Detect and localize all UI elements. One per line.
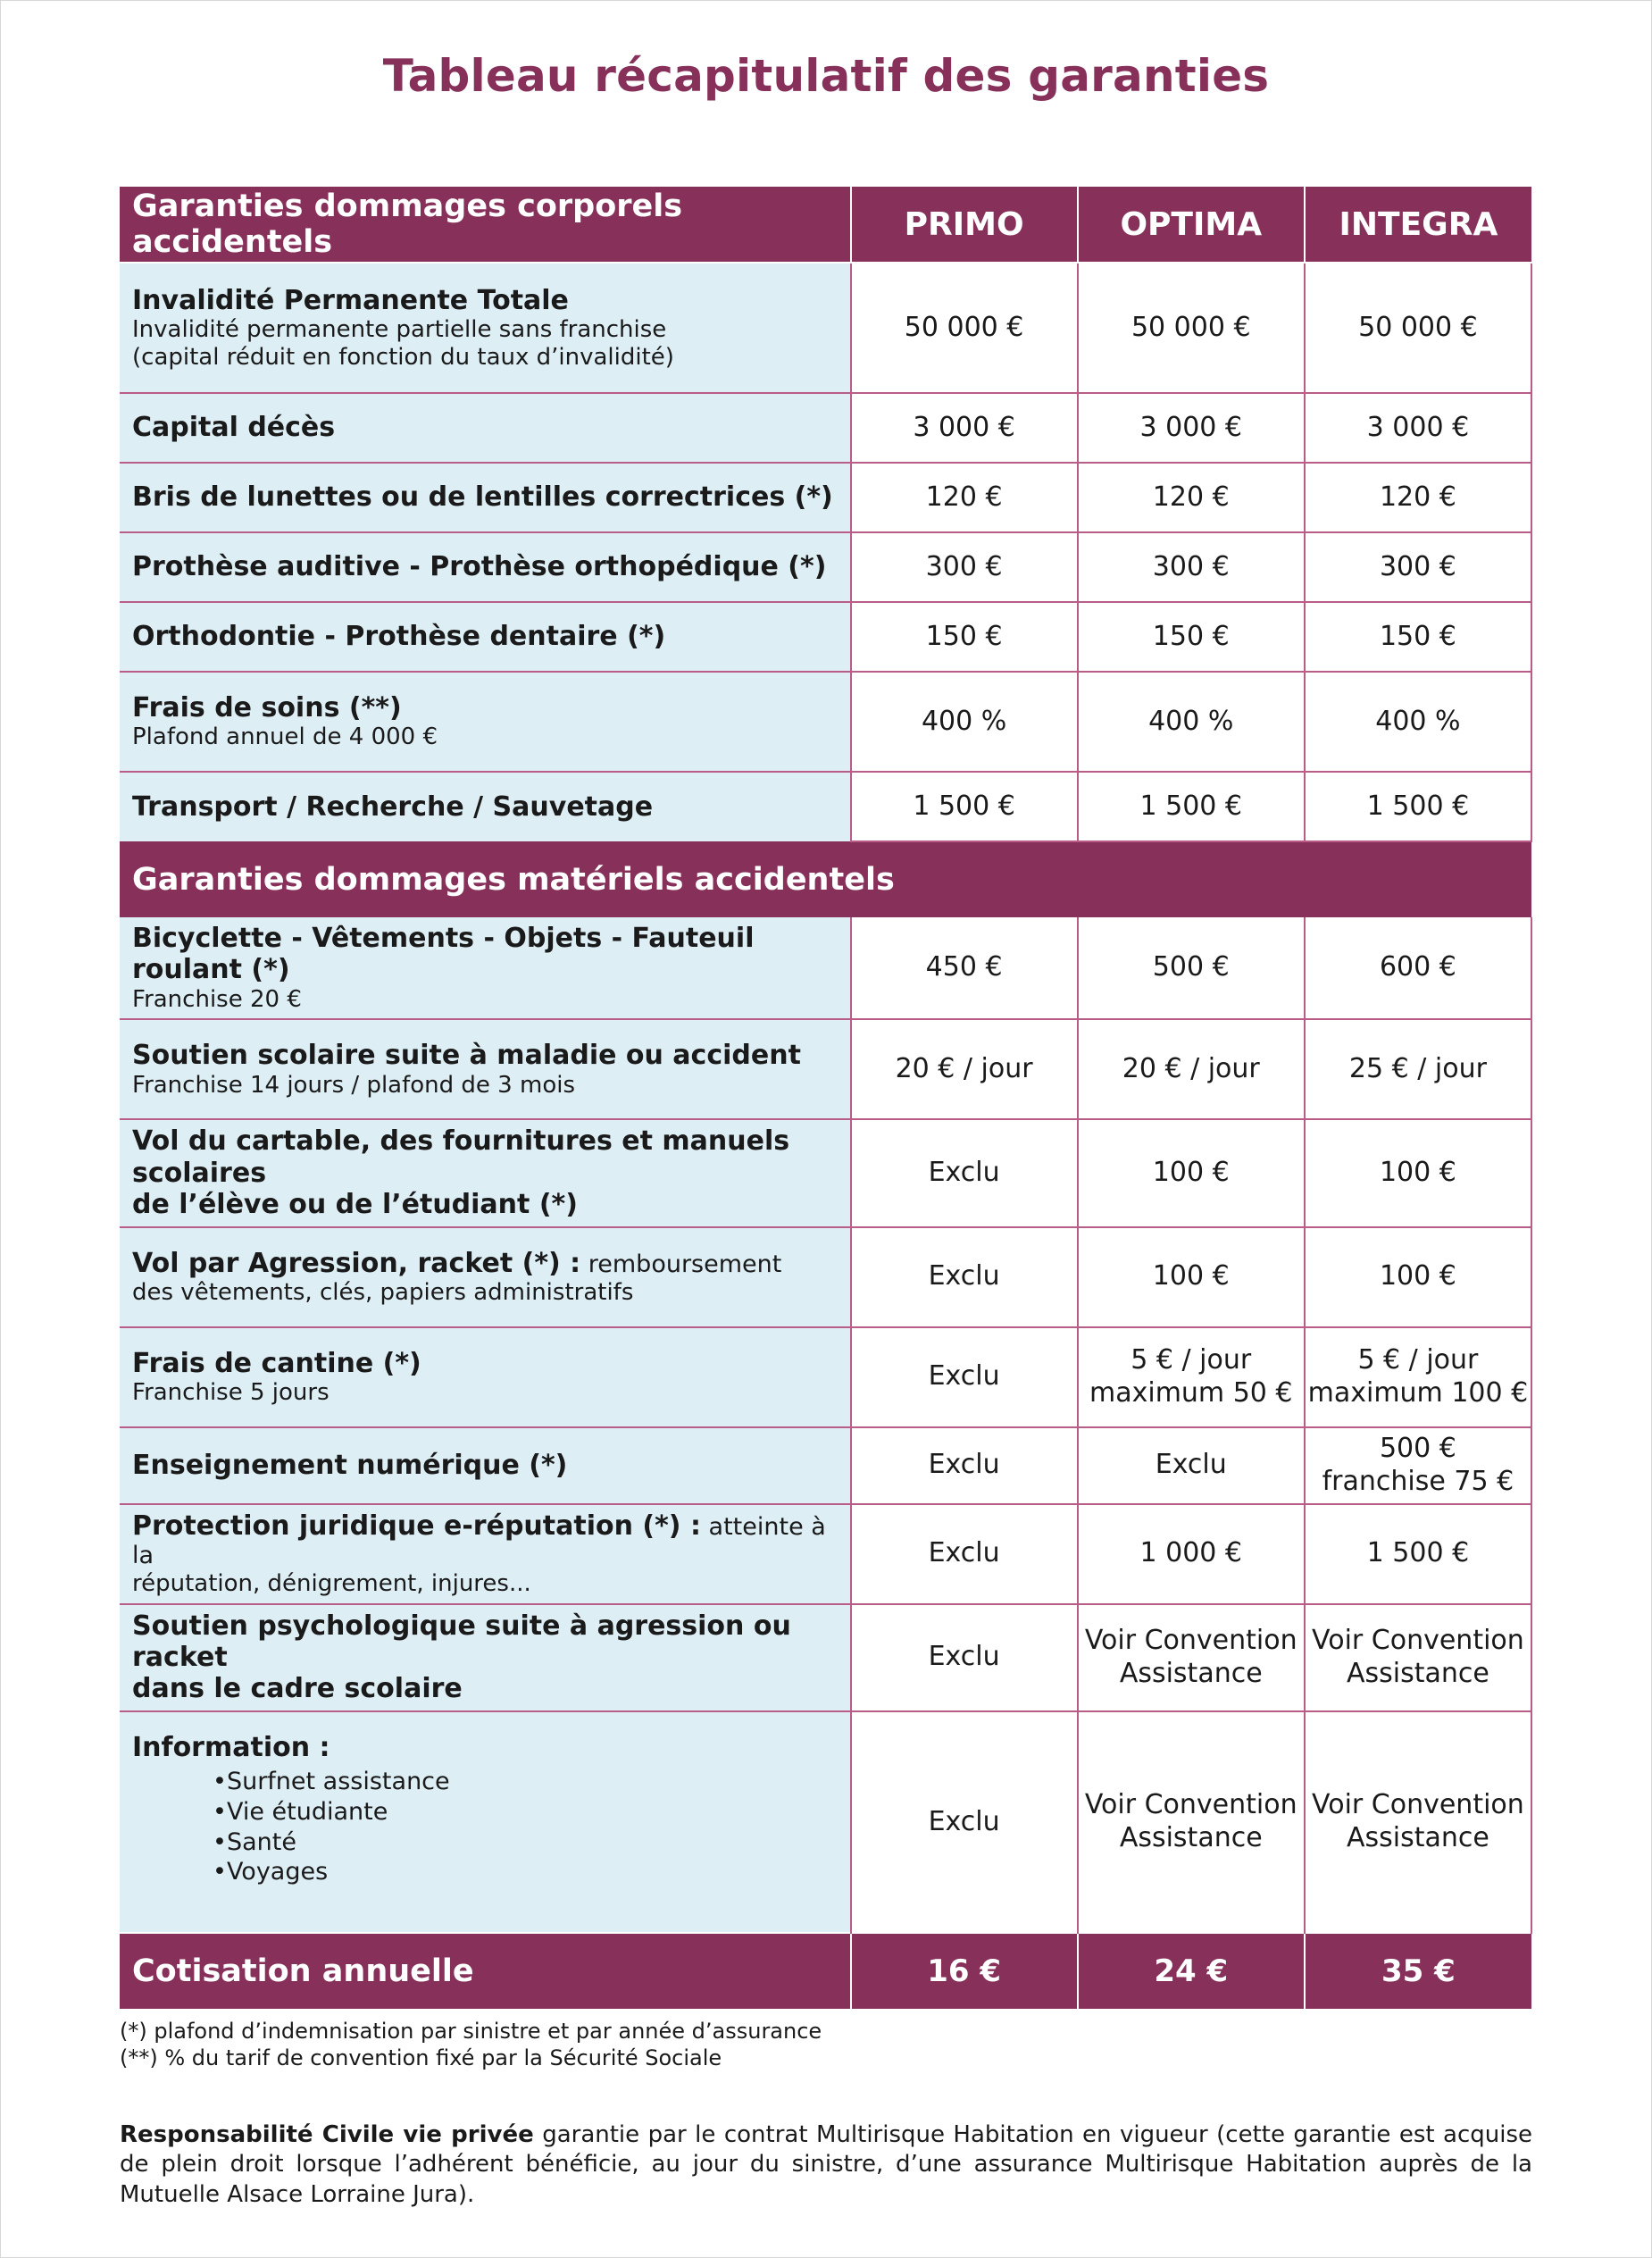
table-row (120, 1019, 1531, 1119)
row-label: Prothèse auditive - Prothèse orthopédique (*) (120, 532, 851, 602)
annual-fee-label: Cotisation annuelle (120, 1933, 851, 2009)
value-integra: 1 500 € (1305, 772, 1531, 841)
value-integra: 100 € (1305, 1119, 1531, 1226)
annual-fee-row (120, 1933, 1531, 2009)
value-integra: 100 € (1305, 1227, 1531, 1327)
value-primo: 400 % (851, 672, 1078, 772)
list-item: • Santé (213, 1827, 838, 1858)
list-item: • Surfnet assistance (213, 1767, 838, 1797)
footnote-2: (**) % du tarif de convention fixé par la Sécurité Sociale (120, 2045, 722, 2070)
row-label: Protection juridique e-réputation (*) : atteinte à la réputation, dénigrement, injures... (120, 1504, 851, 1604)
value-primo: 120 € (851, 463, 1078, 532)
legal-text: garantie par le contrat Multirisque Habitation en vigueur (cette garantie est acquise de plein droit lorsque l’adhérent bénéficie, au jour du sinistre, d’une assurance Multirisque Habitation auprès de la Mutuelle Alsace Lorraine Jura). (120, 2121, 1533, 2208)
value-optima: 120 € (1078, 463, 1305, 532)
footnote-1: (*) plafond d’indemnisation par sinistre et par année d’assurance (120, 2019, 822, 2044)
value-optima: 150 € (1078, 602, 1305, 672)
fee-optima: 24 € (1078, 1933, 1305, 2009)
value-optima: 3 000 € (1078, 393, 1305, 463)
table-row (120, 1227, 1531, 1327)
value-primo: Exclu (851, 1711, 1078, 1933)
value-optima: Voir Convention Assistance (1078, 1604, 1305, 1711)
table-row (120, 602, 1531, 672)
value-optima: 1 500 € (1078, 772, 1305, 841)
row-label: Vol par Agression, racket (*) : remboursement des vêtements, clés, papiers administratifs (120, 1227, 851, 1327)
row-label: Enseignement numérique (*) (120, 1427, 851, 1504)
table-row (120, 672, 1531, 772)
value-integra: 5 € / jour maximum 100 € (1305, 1327, 1531, 1427)
table-row (120, 1119, 1531, 1226)
value-primo: Exclu (851, 1227, 1078, 1327)
row-label: Soutien scolaire suite à maladie ou accident Franchise 14 jours / plafond de 3 mois (120, 1019, 851, 1119)
table-row (120, 532, 1531, 602)
value-integra: 25 € / jour (1305, 1019, 1531, 1119)
value-primo: 3 000 € (851, 393, 1078, 463)
table-row (120, 1504, 1531, 1604)
value-primo: 50 000 € (851, 263, 1078, 393)
value-integra: Voir Convention Assistance (1305, 1711, 1531, 1933)
value-optima: 300 € (1078, 532, 1305, 602)
value-optima: 100 € (1078, 1227, 1305, 1327)
plan-optima: OPTIMA (1078, 187, 1305, 263)
value-integra: 1 500 € (1305, 1504, 1531, 1604)
value-integra: 50 000 € (1305, 263, 1531, 393)
value-integra: 150 € (1305, 602, 1531, 672)
legal-bold: Responsabilité Civile vie privée (120, 2121, 534, 2148)
value-primo: 300 € (851, 532, 1078, 602)
table-row (120, 1427, 1531, 1504)
value-integra: 300 € (1305, 532, 1531, 602)
fee-primo: 16 € (851, 1933, 1078, 2009)
page-title: Tableau récapitulatif des garanties (382, 50, 1270, 102)
row-label: Information : • Surfnet assistance • Vie étudiante • Santé • Voyages (120, 1711, 851, 1933)
value-primo: 150 € (851, 602, 1078, 672)
footnotes (120, 2018, 822, 2071)
value-primo: 1 500 € (851, 772, 1078, 841)
section-heading-materiels-row (120, 841, 1531, 917)
value-primo: Exclu (851, 1119, 1078, 1226)
plan-primo: PRIMO (851, 187, 1078, 263)
section-heading-materiels: Garanties dommages matériels accidentels (120, 841, 1531, 917)
value-optima: 50 000 € (1078, 263, 1305, 393)
row-label: Bicyclette - Vêtements - Objets - Fauteuil roulant (*) Franchise 20 € (120, 917, 851, 1019)
value-primo: Exclu (851, 1327, 1078, 1427)
table-row (120, 1711, 1531, 1933)
value-integra: 500 € franchise 75 € (1305, 1427, 1531, 1504)
table-row (120, 263, 1531, 393)
value-integra: Voir Convention Assistance (1305, 1604, 1531, 1711)
fee-integra: 35 € (1305, 1933, 1531, 2009)
row-label: Bris de lunettes ou de lentilles correctrices (*) (120, 463, 851, 532)
table-row (120, 917, 1531, 1019)
value-primo: Exclu (851, 1504, 1078, 1604)
information-list (213, 1767, 838, 1887)
value-optima: 400 % (1078, 672, 1305, 772)
legal-paragraph (120, 2120, 1532, 2210)
value-integra: 400 % (1305, 672, 1531, 772)
table-row (120, 463, 1531, 532)
value-optima: 100 € (1078, 1119, 1305, 1226)
row-label: Soutien psychologique suite à agression ou racket dans le cadre scolaire (120, 1604, 851, 1711)
list-item: • Vie étudiante (213, 1797, 838, 1827)
value-primo: 450 € (851, 917, 1078, 1019)
row-label: Capital décès (120, 393, 851, 463)
value-primo: 20 € / jour (851, 1019, 1078, 1119)
value-optima: 5 € / jour maximum 50 € (1078, 1327, 1305, 1427)
value-integra: 120 € (1305, 463, 1531, 532)
section-heading-corporels: Garanties dommages corporels accidentels (120, 187, 851, 263)
row-label: Frais de cantine (*) Franchise 5 jours (120, 1327, 851, 1427)
value-optima: Exclu (1078, 1427, 1305, 1504)
guarantees-table (120, 187, 1532, 2009)
value-primo: Exclu (851, 1427, 1078, 1504)
row-label: Invalidité Permanente Totale Invalidité permanente partielle sans franchise (capital réduit en fonction du taux d’invalidité) (120, 263, 851, 393)
row-label: Vol du cartable, des fournitures et manuels scolaires de l’élève ou de l’étudiant (*) (120, 1119, 851, 1226)
value-optima: 500 € (1078, 917, 1305, 1019)
value-integra: 600 € (1305, 917, 1531, 1019)
row-label: Transport / Recherche / Sauvetage (120, 772, 851, 841)
table-row (120, 772, 1531, 841)
table-header (120, 187, 1531, 263)
table-row (120, 1604, 1531, 1711)
value-primo: Exclu (851, 1604, 1078, 1711)
plan-integra: INTEGRA (1305, 187, 1531, 263)
value-optima: Voir Convention Assistance (1078, 1711, 1305, 1933)
row-label: Frais de soins (**) Plafond annuel de 4 000 € (120, 672, 851, 772)
list-item: • Voyages (213, 1857, 838, 1887)
row-label: Orthodontie - Prothèse dentaire (*) (120, 602, 851, 672)
value-integra: 3 000 € (1305, 393, 1531, 463)
table-row (120, 393, 1531, 463)
value-optima: 1 000 € (1078, 1504, 1305, 1604)
value-optima: 20 € / jour (1078, 1019, 1305, 1119)
table-row (120, 1327, 1531, 1427)
